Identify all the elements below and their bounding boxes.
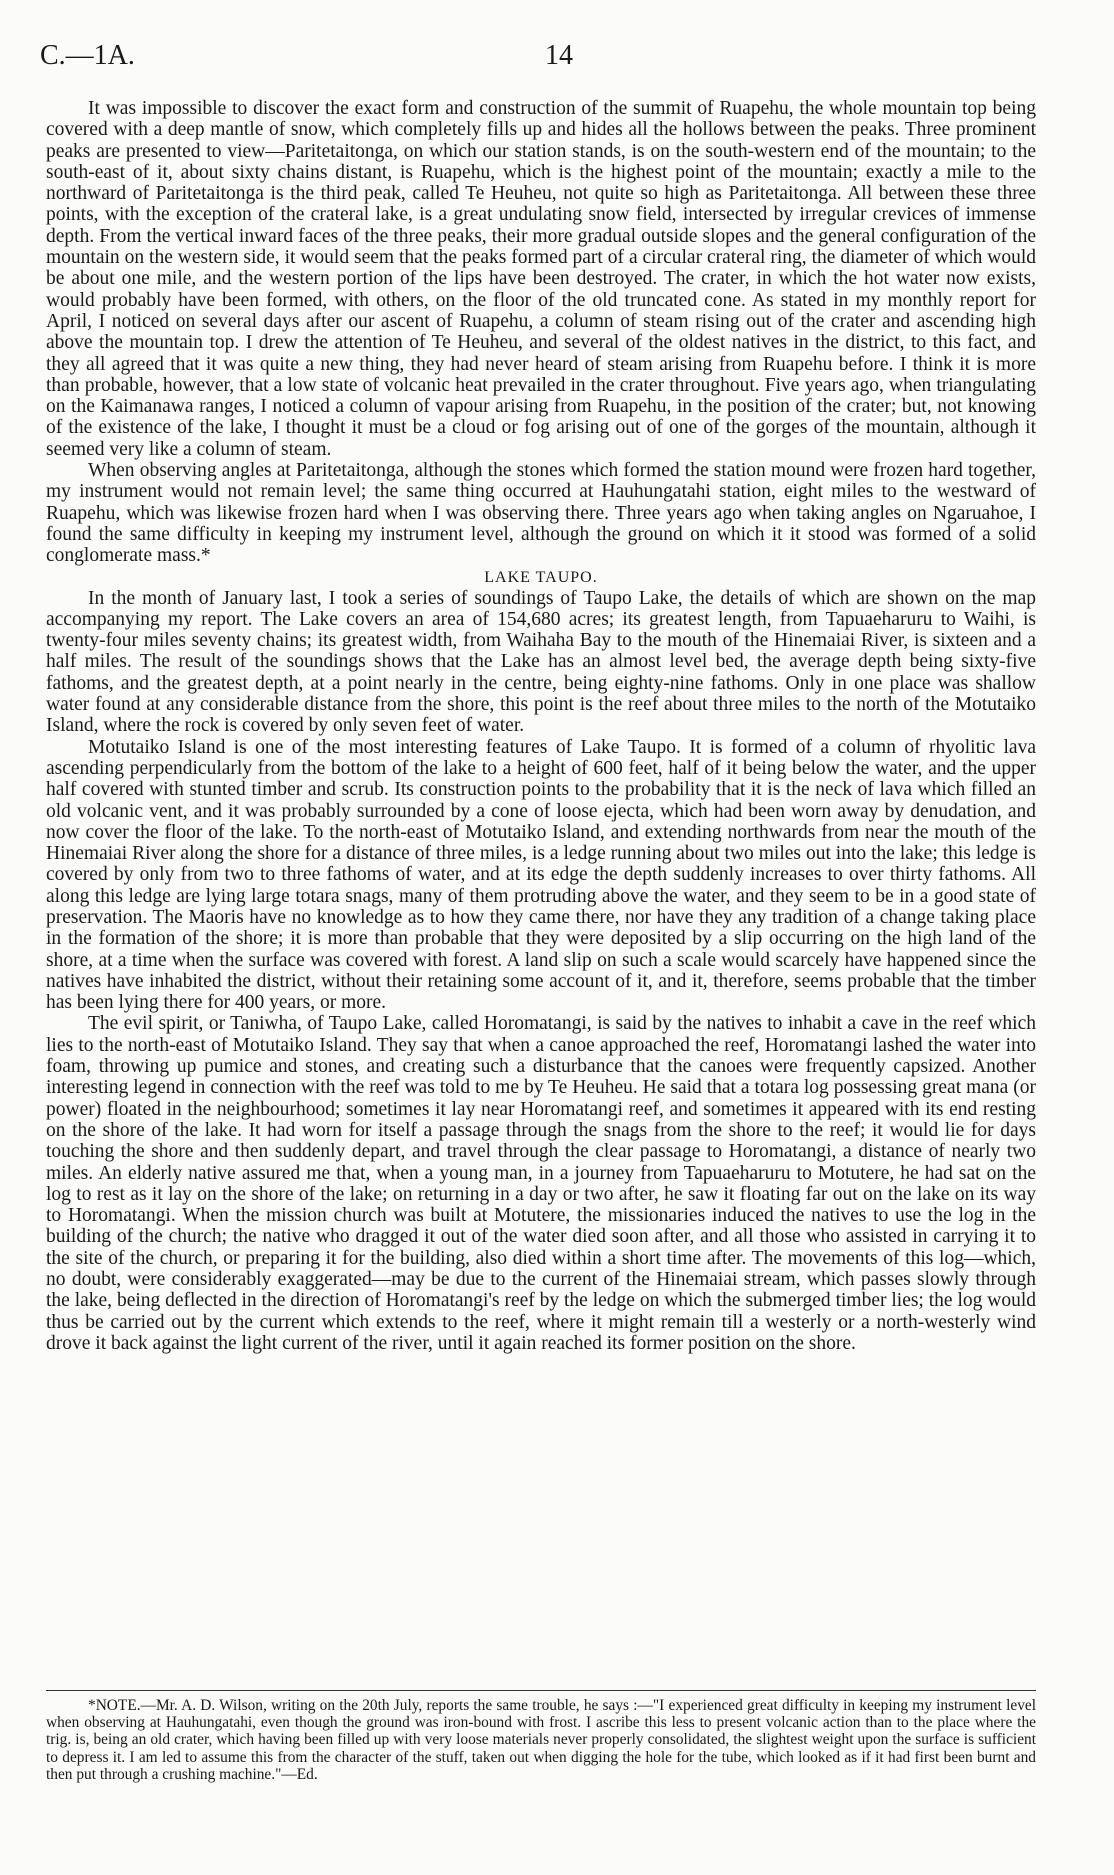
running-head xyxy=(40,40,1074,80)
footnote-divider xyxy=(46,1690,1036,1691)
page-number: 14 xyxy=(545,40,573,71)
paragraph-ruapehu-summit: It was impossible to discover the exact form and construction of the summit of Ruapehu, the whole mountain top being covered with a deep mantle of snow, which completely fills up and hides all the hollows between the peaks. Three prominent peaks are presented to view—Paritetaitonga, on which our station stands, is on the south-western end of the mountain; to the south-east of it, about sixty chains distant, is Ruapehu, which is the highest point of the mountain; exactly a mile to the northward of Paritetaitonga is the third peak, called Te Heuheu, not quite so high as Paritetaitonga. All between these three points, with the exception of the crateral lake, is a great undulating snow field, intersected by irregular crevices of immense depth. From the vertical inward faces of the three peaks, their more gradual outside slopes and the general configuration of the mountain on the western side, it would seem that the peaks formed part of a circular crateral ring, the diameter of which would be about one mile, and the western portion of the lips have been destroyed. The crater, in which the hot water now exists, would probably have been formed, with others, on the floor of the old truncated cone. As stated in my monthly report for April, I noticed on several days after our ascent of Ruapehu, a column of steam rising out of the crater and ascending high above the mountain top. I drew the attention of Te Heuheu, and several of the oldest natives in the district, to this fact, and they all agreed that it was quite a new thing, they had never heard of steam arising from Ruapehu before. I think it is more than probable, however, that a low state of volcanic heat prevailed in the crater throughout. Five years ago, when triangulating on the Kaimanawa ranges, I noticed a column of vapour arising from Ruapehu, in the position of the crater; but, not knowing of the existence of the lake, I thought it must be a cloud or fog arising out of one of the gorges of the mountain, although it seemed very like a column of steam. xyxy=(46,98,1036,460)
footnote xyxy=(46,1697,1036,1783)
paragraph-soundings: In the month of January last, I took a series of soundings of Taupo Lake, the details of which are shown on the map accompanying my report. The Lake covers an area of 154,680 acres; its greatest length, from Tapuaeharuru to Waihi, is twenty-four miles seventy chains; its greatest width, from Waihaha Bay to the mouth of the Hinemaiai River, is sixteen and a half miles. The result of the soundings shows that the Lake has an almost level bed, the average depth being sixty-five fathoms, and the greatest depth, at a point nearly in the centre, being eighty-nine fathoms. Only in one place was shallow water found at any considerable distance from the shore, this point is the reef about three miles to the north of the Motutaiko Island, where the rock is covered by only seven feet of water. xyxy=(46,587,1036,737)
paragraph-motutaiko: Motutaiko Island is one of the most interesting features of Lake Taupo. It is formed of a column of rhyolitic lava ascending perpendicularly from the bottom of the lake to a height of 600 feet, half of it being below the water, and the upper half covered with stunted timber and scrub. Its construction points to the probability that it is the neck of lava which filled an old volcanic vent, and it was probably surrounded by a cone of loose ejecta, which had been worn away by denudation, and now cover the floor of the lake. To the north-east of Motutaiko Island, and extending northwards from near the mouth of the Hinemaiai River along the shore for a distance of three miles, is a ledge running about two miles out into the lake; this ledge is covered by only from two to three fathoms of water, and at its edge the depth suddenly increases to over thirty fathoms. All along this ledge are lying large totara snags, many of them protruding above the water, and they seem to be in a good state of preservation. The Maoris have no knowledge as to how they came there, nor have they any tradition of a change taking place in the formation of the shore; it is more than probable that they were deposited by a slip occurring on the high land of the shore, at a time when the surface was covered with forest. A land slip on such a scale would scarcely have happened since the natives have inhabited the district, without their retaining some account of it, and it, therefore, seems probable that the timber has been lying there for 400 years, or more. xyxy=(46,736,1036,1014)
footnote-text: *NOTE.—Mr. A. D. Wilson, writing on the 20th July, reports the same trouble, he says :—"I experienced great difficulty in keeping my instrument level when observing at Hauhungatahi, even though the ground was iron-bound with frost. I ascribe this less to present volcanic action than to the place where the trig. is, being an old crater, which having been filled up with very loose materials never properly consolidated, the slightest weight upon the surface is sufficient to depress it. I am led to assume this from the character of the stuff, taken out when digging the hole for the tube, which looked as if it had first been burnt and then put through a crushing machine."—Ed. xyxy=(46,1697,1036,1783)
paragraph-instrument-level: When observing angles at Paritetaitonga, although the stones which formed the station mound were frozen hard together, my instrument would not remain level; the same thing occurred at Hauhungatahi station, eight miles to the westward of Ruapehu, which was likewise frozen hard when I was observing there. Three years ago when taking angles on Ngaruahoe, I found the same difficulty in keeping my instrument level, although the ground on which it it stood was formed of a solid conglomerate mass.* xyxy=(46,460,1036,567)
document-code: C.—1A. xyxy=(40,40,135,71)
body-text xyxy=(46,98,1036,1354)
paragraph-horomatangi: The evil spirit, or Taniwha, of Taupo Lake, called Horomatangi, is said by the natives to inhabit a cave in the reef which lies to the north-east of Motutaiko Island. They say that when a canoe approached the reef, Horomatangi lashed the water into foam, throwing up pumice and stones, and creating such a disturbance that the canoes were frequently capsized. Another interesting legend in connection with the reef was told to me by Te Heuheu. He said that a totara log possessing great mana (or power) floated in the neighbourhood; sometimes it lay near Horomatangi reef, and sometimes it appeared with its end resting on the shore of the lake. It had worn for itself a passage through the snags from the shore to the reef; it would lie for days touching the shore and then suddenly depart, and travel through the clear passage to Horomatangi, a distance of nearly two miles. An elderly native assured me that, when a young man, in a journey from Tapuaeharuru to Motutere, he had sat on the log to rest as it lay on the shore of the lake; on returning in a day or two after, he saw it floating far out on the lake on its way to Horomatangi. When the mission church was built at Motutere, the missionaries induced the natives to use the log in the building of the church; the native who dragged it out of the water died soon after, and all those who assisted in carrying it to the site of the church, or preparing it for the building, also died within a short time after. The movements of this log—which, no doubt, were considerably exaggerated—may be due to the current of the Hinemaiai stream, which passes slowly through the lake, being deflected in the direction of Horomatangi's reef by the ledge on which the submerged timber lies; the log would thus be carried out by the current which extends to the reef, where it might remain till a westerly or a north-westerly wind drove it back against the light current of the river, until it again reached its former position on the shore. xyxy=(46,1013,1036,1354)
section-heading: LAKE TAUPO. xyxy=(484,568,598,586)
